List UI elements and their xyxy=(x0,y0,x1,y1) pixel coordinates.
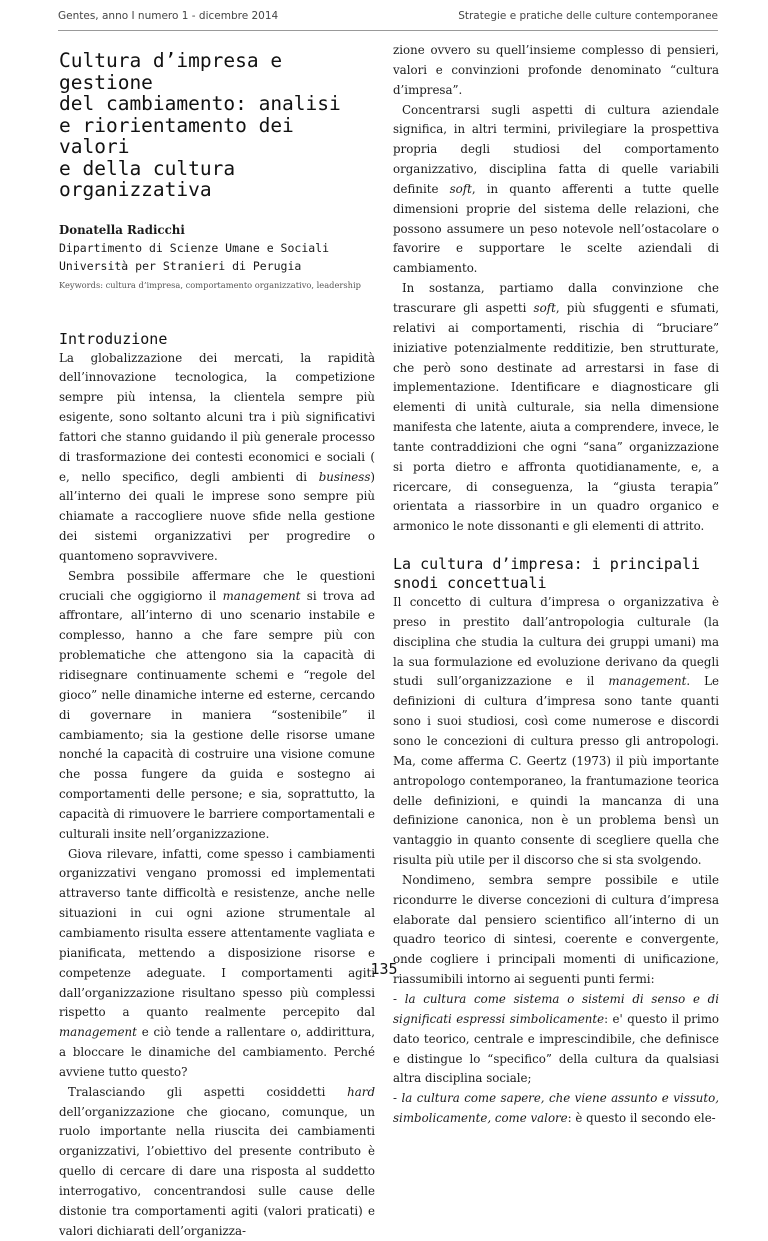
italic-term: hard xyxy=(347,1084,375,1099)
italic-term: management xyxy=(59,1025,137,1040)
italic-term: management xyxy=(608,674,687,689)
italic-term: soft xyxy=(533,300,556,315)
body-paragraph: Concentrarsi sugli aspetti di cultura aziendale significa, in altri termini, privilegiare la prospettiva propria degli studiosi del comportamento organizzativo, disciplina fatta di quelle variabili definite soft, in quanto afferenti a tutte quelle dimensioni proprie del sistema delle relazioni, che possono assumere un peso notevole nell’ostacolare o favorire e supportare le scelte aziendali di cambiamento. xyxy=(393,102,719,276)
list-item: - la cultura come sapere, che viene assunto e vissuto, simbolicamente, come valore: è questo il secondo ele- xyxy=(393,1091,719,1126)
article-title: Cultura d’impresa e gestione del cambiamento: analisi e riorientamento dei valori e della cultura organizzativa xyxy=(59,49,341,201)
journal-issue: Gentes, anno I numero 1 - dicembre 2014 xyxy=(58,10,279,22)
author-block xyxy=(59,221,375,292)
italic-term: management xyxy=(222,588,301,603)
page-number: 135 xyxy=(370,960,398,978)
italic-term: business xyxy=(318,469,371,484)
keywords: Keywords: cultura d’impresa, comportamento organizzativo, leadership xyxy=(59,279,361,290)
affiliation-university: Università per Stranieri di Perugia xyxy=(59,258,302,273)
author-name: Donatella Radicchi xyxy=(59,222,185,237)
concept-heading: La cultura d’impresa: i principali snodi concettuali xyxy=(393,555,701,593)
concept-paragraph: Il concetto di cultura d’impresa o organizzativa è preso in prestito dall’antropologia culturale (la disciplina che studia la cultura dei gruppi umani) ma la sua formulazione ed evoluzione derivano da quegli studi sull’organizzazione e il management. Le definizioni di cultura d’impresa sono tante quanti sono i suoi studiosi, così come numerose e discordi sono le concezioni di cultura presso gli antropologi. Ma, come afferma C. Geertz (1973) il più importante antropologo contemporaneo, la frantumazione teorica delle definizioni, e quindi la mancanza di una definizione canonica, non è un problema bensì un vantaggio in quanto consente di scegliere quella che risulta più utile per il discorso che si sta svolgendo. xyxy=(393,595,719,868)
list-item: - la cultura come sistema o sistemi di senso e di significati espressi simbolicamente: e' questo il primo dato teorico, centrale e imprescindibile, che definisce e distingue lo “specifico” della cultura da qualsiasi altra disciplina sociale; xyxy=(393,991,719,1086)
body-paragraph: In sostanza, partiamo dalla convinzione che trascurare gli aspetti soft, più sfuggenti e sfumati, relativi ai comportamenti, rischia di “bruciare” iniziative potenzialmente redditizie, ben strutturate, che però sono destinate ad arrestarsi in fase di implementazione. Identificare e diagnosticare gli elementi di unità culturale, sia nella dimensione manifesta che latente, aiuta a comprendere, invece, le tante contraddizioni che ogni “sana” organizzazione si porta dietro e affronta quotidianamente, e, a ricercare, di conseguenza, la “giusta terapia” orientata a riassorbire in un quadro organico e armonico le note dissonanti e gli elementi di attrito. xyxy=(393,281,719,534)
italic-term: soft xyxy=(449,181,472,196)
intro-paragraph: Tralasciando gli aspetti cosiddetti hard dell’organizzazione che giocano, comunque, un ruolo importante nella riuscita dei cambiamenti organizzativi, l’obiettivo del presente contributo è quello di cercare di dare una risposta al suddetto interrogativo, concentrandosi sulle cause delle distonie tra comportamenti agiti (valori praticati) e valori dichiarati dell’organizza- xyxy=(59,1084,375,1238)
intro-paragraph: La globalizzazione dei mercati, la rapidità dell’innovazione tecnologica, la competizione sempre più intensa, la clientela sempre più esigente, sono soltanto alcuni tra i più significativi fattori che stanno guidando il più generale processo di trasformazione dei contesti economici e sociali ( e, nello specifico, degli ambienti di business) all’interno dei quali le imprese sono sempre più chiamate a raccogliere nuove sfide nella gestione dei sistemi organizzativi per progredire o quantomeno sopravvivere. xyxy=(59,350,375,563)
intro-heading: Introduzione xyxy=(59,329,168,348)
journal-subtitle: Strategie e pratiche delle culture contemporanee xyxy=(458,10,718,22)
intro-paragraph: Sembra possibile affermare che le questioni cruciali che oggigiorno il management si trova ad affrontare, all’interno di uno scenario instabile e complesso, hanno a che fare sempre più con problematiche che attengono sia la capacità di ridisegnare continuamente schemi e “regole del gioco” nelle dinamiche interne ed esterne, cercando di governare in maniera “sostenibile” il cambiamento; sia la gestione delle risorse umane nonché la capacità di costruire una visione comune che possa fungere da guida e sostegno ai comportamenti delle persone; e sia, soprattutto, la capacità di rimuovere le barriere comportamentali e culturali insite nell’organizzazione. xyxy=(59,568,376,841)
concept-paragraph: Nondimeno, sembra sempre possibile e utile ricondurre le diverse concezioni di cultura d’impresa elaborate dal pensiero scientifico all’interno di un quadro teorico di sintesi, coerente e convergente, onde cogliere i principali momenti di unificazione, riassumibili intorno ai seguenti punti fermi: xyxy=(393,872,719,987)
affiliation-department: Dipartimento di Scienze Umane e Sociali xyxy=(59,240,330,255)
running-header xyxy=(58,10,718,26)
body-paragraph: zione ovvero su quell’insieme complesso di pensieri, valori e convinzioni profonde denominato “cultura d’impresa”. xyxy=(393,43,719,97)
left-column xyxy=(59,50,375,1241)
intro-paragraph: Giova rilevare, infatti, come spesso i cambiamenti organizzativi vengano promossi ed implementati attraverso tante difficoltà e resistenze, anche nelle situazioni in cui ogni azione strumentale al cambiamento risulta essere attentamente vagliata e pianificata, mettendo a disposizione risorse e competenze adeguate. I comportamenti agiti dall’organizzazione risultano spesso più complessi rispetto a quanto realmente percepito dal management e ciò tende a rallentare o, addirittura, a bloccare le dinamiche del cambiamento. Perché avviene tutto questo? xyxy=(59,846,375,1079)
header-rule xyxy=(58,30,718,31)
